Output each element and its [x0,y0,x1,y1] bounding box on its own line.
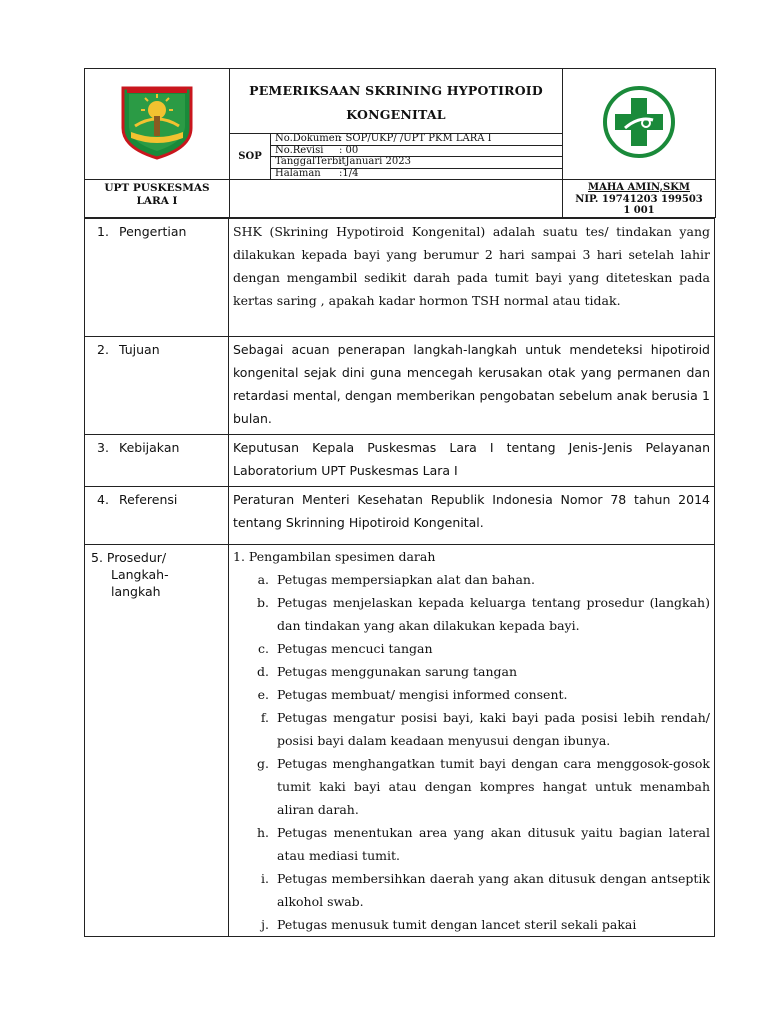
blank-cell [230,180,563,218]
right-logo-cell [563,69,716,180]
procedure-item-text: Petugas menentukan area yang akan ditusuk yaitu bagian lateral atau mediasi tumit. [277,824,710,863]
section-row-tujuan [85,336,715,434]
org-name-cell [85,180,230,218]
section-label: 4. Referensi [85,486,229,544]
title-line-1: PEMERIKSAAN SKRINING HYPOTIROID [249,83,543,98]
procedure-item [233,752,710,821]
section-text: Keputusan Kepala Puskesmas Lara I tentang Jenis-Jenis Pelayanan Laboratorium UPT Puskesmas Lara I [229,434,715,486]
procedure-item-marker: d. [257,663,269,679]
section-label: 1. Pengertian [85,218,229,336]
procedure-item-text: Petugas membuat/ mengisi informed consent. [277,686,568,702]
section-row-kebijakan [85,434,715,486]
procedure-item [233,706,710,752]
procedure-item [233,591,710,637]
title-line-2: KONGENITAL [346,107,446,122]
document-title [230,69,562,127]
procedure-item-marker: c. [258,640,269,656]
signer-cell [563,180,716,218]
procedure-item-text: Petugas menusuk tumit dengan lancet steril sekali pakai [277,916,637,932]
procedure-item-marker: f. [260,709,269,725]
signer-name: MAHA AMIN,SKM [588,182,690,193]
procedure-item-text: Petugas menghangatkan tumit bayi dengan cara menggosok-gosok tumit kaki bayi atau dengan kompres hangat untuk menambah aliran darah. [277,755,710,817]
procedure-item-text: Petugas mencuci tangan [277,640,433,656]
left-logo-cell [85,69,230,180]
sop-header-table [84,68,716,218]
procedure-item [233,913,710,936]
sop-document [84,68,714,937]
procedure-item-text: Petugas mengatur posisi bayi, kaki bayi pada posisi lebih rendah/ posisi bayi dalam keadaan menyusui dengan ibunya. [277,709,710,748]
meta-row-revisi: No.Revisi : 00 [271,146,562,158]
org-line-2: LARA I [136,195,178,207]
signer-nip-1: NIP. 19741203 199503 [575,193,703,205]
procedure-item-marker: a. [257,571,269,587]
section-text: Peraturan Menteri Kesehatan Republik Indonesia Nomor 78 tahun 2014 tentang Skrinning Hipotiroid Kongenital. [229,486,715,544]
procedure-item-marker: g. [257,755,269,771]
procedure-item [233,568,710,591]
document-meta [230,133,562,179]
org-line-1: UPT PUSKESMAS [104,182,210,194]
procedure-item-text: Petugas menggunakan sarung tangan [277,663,518,679]
procedure-item [233,637,710,660]
section-row-pengertian [85,218,715,336]
procedure-item-marker: e. [257,686,269,702]
signer-nip-2: 1 001 [623,205,655,216]
luwu-utara-emblem-icon [115,82,199,162]
meta-row-dokumen: No.Dokumen: SOP/UKP/ /UPT PKM LARA I [271,134,562,146]
section-label: 3. Kebijakan [85,434,229,486]
procedure-step-1: 1. Pengambilan spesimen darah [233,548,436,564]
sop-label: SOP [230,133,270,179]
procedure-item [233,867,710,913]
procedure-item-text: Petugas mempersiapkan alat dan bahan. [277,571,535,587]
section-row-referensi [85,486,715,544]
section-label: 2. Tujuan [85,336,229,434]
procedure-item-marker: h. [256,824,269,840]
meta-row-halaman: Halaman :1/4 [275,168,359,179]
procedure-item [233,683,710,706]
sop-body-table [84,218,715,937]
procedure-item-text: Petugas menjelaskan kepada keluarga tentang prosedur (langkah) dan tindakan yang akan dilakukan kepada bayi. [277,594,710,633]
procedure-item-marker: j. [261,916,269,932]
section-text: SHK (Skrining Hypotiroid Kongenital) adalah suatu tes/ tindakan yang dilakukan kepada bayi yang berumur 2 hari sampai 3 hari setelah lahir dengan mengambil sedikit darah pada tumit bayi yang diteteskan pada kertas saring , apakah kadar hormon TSH normal atau tidak. [229,218,715,336]
meta-rows [270,133,562,179]
procedure-content [229,544,715,936]
section-text: Sebagai acuan penerapan langkah-langkah untuk mendeteksi hipotiroid kongenital sejak dini guna mencegah kerusakan otak yang permanen dan retardasi mental, dengan memberikan pengobatan sebelum anak berusia 1 bulan. [229,336,715,434]
procedure-item-text: Petugas membersihkan daerah yang akan ditusuk dengan antseptik alkohol swab. [277,870,710,909]
procedure-item-marker: i. [261,870,269,886]
section-row-prosedur [85,544,715,936]
title-cell [230,69,563,180]
meta-row-terbit: TanggalTerbit: Januari 2023 [271,157,562,169]
puskesmas-logo-icon [599,82,679,162]
procedure-item-marker: b. [257,594,269,610]
procedure-item [233,660,710,683]
procedure-items [233,568,710,936]
procedure-item [233,821,710,867]
procedure-label: 5. Prosedur/ Langkah- langkah [85,544,229,936]
